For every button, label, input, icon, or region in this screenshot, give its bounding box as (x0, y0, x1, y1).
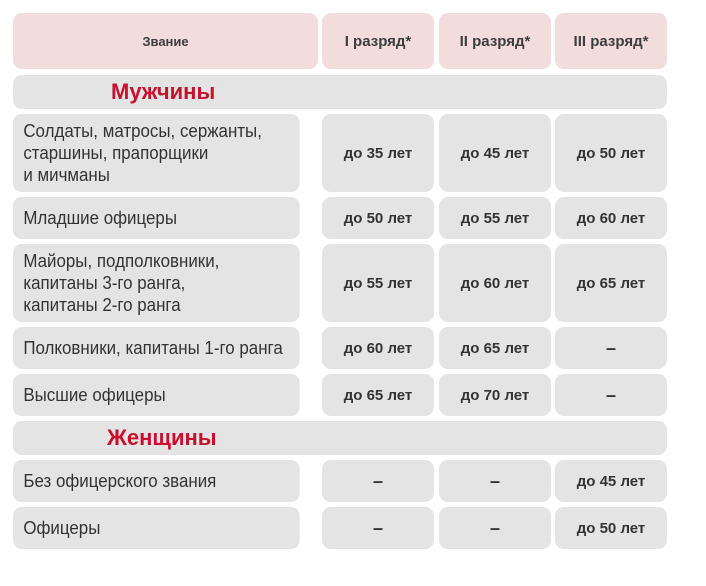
header-category-2-label: II разряд* (459, 32, 531, 50)
header-category-2 (439, 13, 551, 69)
row-label: Высшие офицеры (13, 374, 300, 416)
header-category-3-label: III разряд* (573, 32, 649, 50)
row-value-cat3: до 45 лет (555, 460, 667, 502)
row-value-cat2: – (439, 460, 551, 502)
header-category-1 (322, 13, 434, 69)
row-value-cat2: – (439, 507, 551, 549)
row-value-cat1: до 60 лет (322, 327, 434, 369)
row-value-cat2: до 70 лет (439, 374, 551, 416)
row-value-cat1: – (322, 460, 434, 502)
row-label: Солдаты, матросы, сержанты, старшины, прапорщики и мичманы (13, 114, 300, 192)
row-value-cat1: до 50 лет (322, 197, 434, 239)
row-value-cat2: до 65 лет (439, 327, 551, 369)
row-value-cat2: до 45 лет (439, 114, 551, 192)
row-value-cat1: до 35 лет (322, 114, 434, 192)
row-value-cat1: до 65 лет (322, 374, 434, 416)
row-label: Майоры, подполковники, капитаны 3-го ранга, капитаны 2-го ранга (13, 244, 300, 322)
section-women-title (13, 421, 667, 455)
section-men-title (13, 75, 667, 109)
header-category-1-label: I разряд* (344, 32, 412, 50)
row-label: Полковники, капитаны 1-го ранга (13, 327, 300, 369)
row-label: Младшие офицеры (13, 197, 300, 239)
row-value-cat3: до 65 лет (555, 244, 667, 322)
header-rank (13, 13, 318, 69)
row-value-cat2: до 55 лет (439, 197, 551, 239)
header-category-3 (555, 13, 667, 69)
header-rank-label: Звание (142, 33, 189, 49)
section-women-label: Женщины (107, 425, 217, 450)
row-value-cat3: до 50 лет (555, 114, 667, 192)
row-value-cat3: – (555, 374, 667, 416)
row-label: Офицеры (13, 507, 300, 549)
row-value-cat3: до 50 лет (555, 507, 667, 549)
section-men-label: Мужчины (111, 79, 216, 104)
row-value-cat2: до 60 лет (439, 244, 551, 322)
row-value-cat1: – (322, 507, 434, 549)
row-value-cat3: до 60 лет (555, 197, 667, 239)
row-label: Без офицерского звания (13, 460, 300, 502)
row-value-cat3: – (555, 327, 667, 369)
row-value-cat1: до 55 лет (322, 244, 434, 322)
